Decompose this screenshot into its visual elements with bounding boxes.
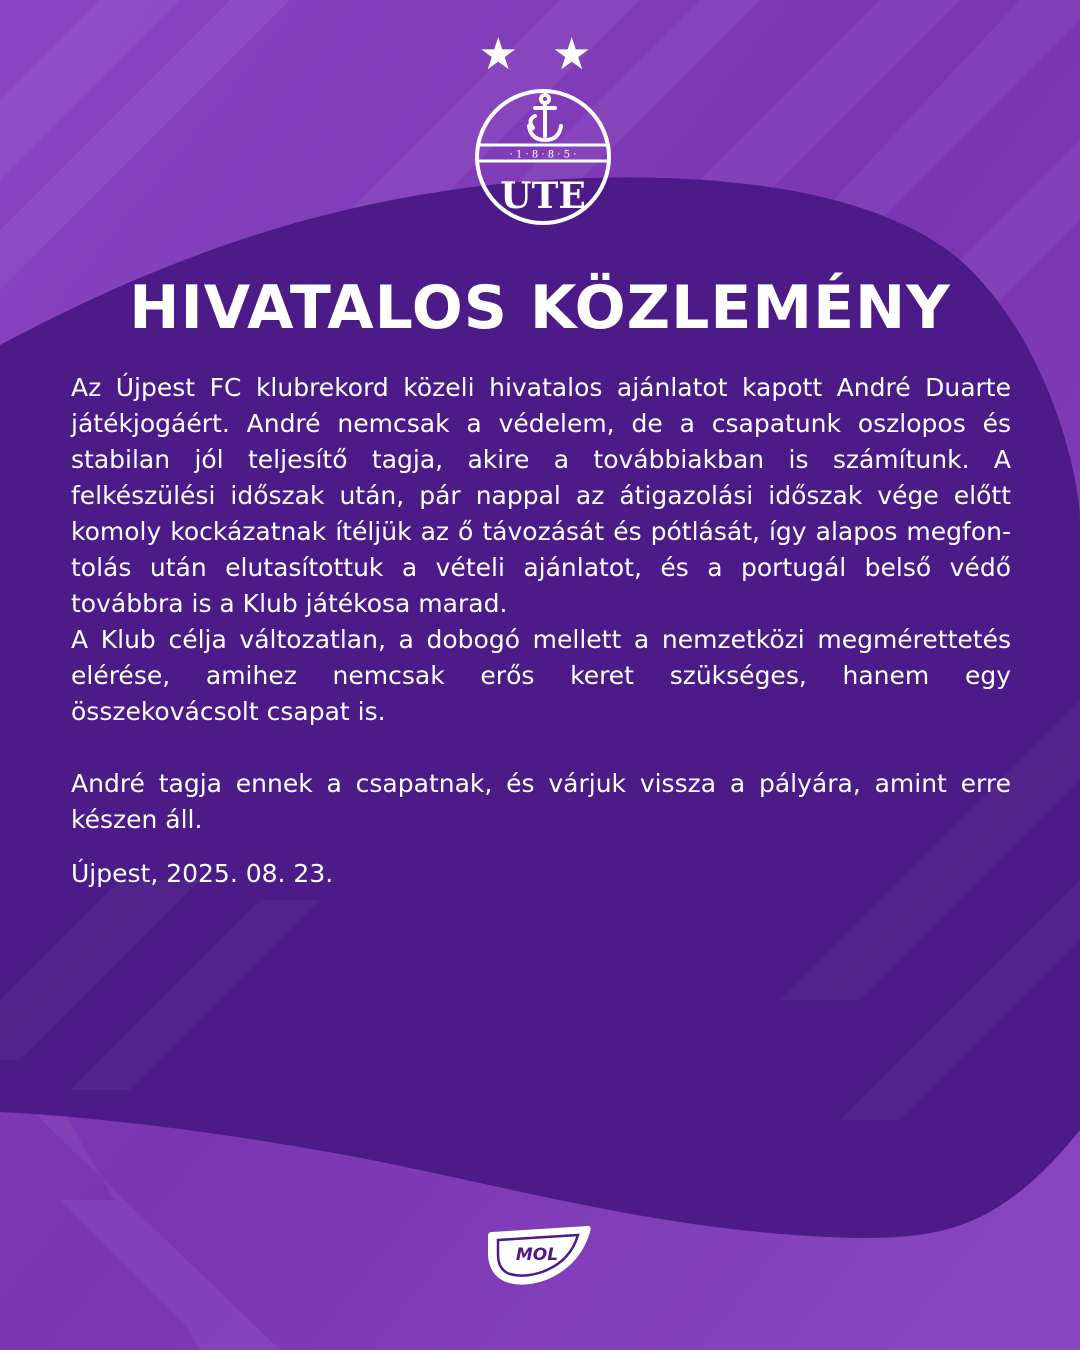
mol-logo-text: MOL: [515, 1245, 559, 1265]
ute-crest-logo: [473, 84, 613, 230]
mol-sponsor-logo: [484, 1222, 596, 1288]
paragraph-spacer: [71, 730, 1011, 766]
statement-paragraph-3: André tagja ennek a csapatnak, és várjuk vissza a pályára, amint erre készen áll.: [71, 769, 1011, 834]
statement-body: [71, 370, 1011, 892]
two-stars-icon: ★ ★: [478, 29, 602, 80]
statement-paragraph-2: A Klub célja változatlan, a dobogó mellett a nemzetközi megmérettetés elérése, amihez nemcsak erős keret szükséges, hanem egy összekovácsolt csapat is.: [71, 625, 1011, 726]
paragraph-spacer: [71, 838, 1011, 856]
page-title: HIVATALOS KÖZLEMÉNY: [129, 273, 951, 343]
statement-paragraph-1: Az Újpest FC klubrekord közeli hivatalos ajánlatot kapott André Duarte játékjogáért. André nemcsak a védelem, de a csapatunk oszlopos és stabilan jól teljesítő tagja, akire a továbbiakban is számítunk. A felkészülési időszak után, pár nappal az átigazolási időszak vége előtt komoly kockázatnak ítéljük az ő távozását és pótlását, így alapos megfontolás után elutasítottuk a vételi ajánlatot, és a portugál belső védő továbbra is a Klub játékosa marad.: [71, 373, 1011, 618]
statement-signature: Újpest, 2025. 08. 23.: [71, 859, 334, 888]
crest-year: · 1 · 8 · 8 · 5 ·: [509, 149, 577, 161]
crest-letters: UTE: [500, 175, 586, 217]
anchor-icon: [529, 95, 561, 140]
